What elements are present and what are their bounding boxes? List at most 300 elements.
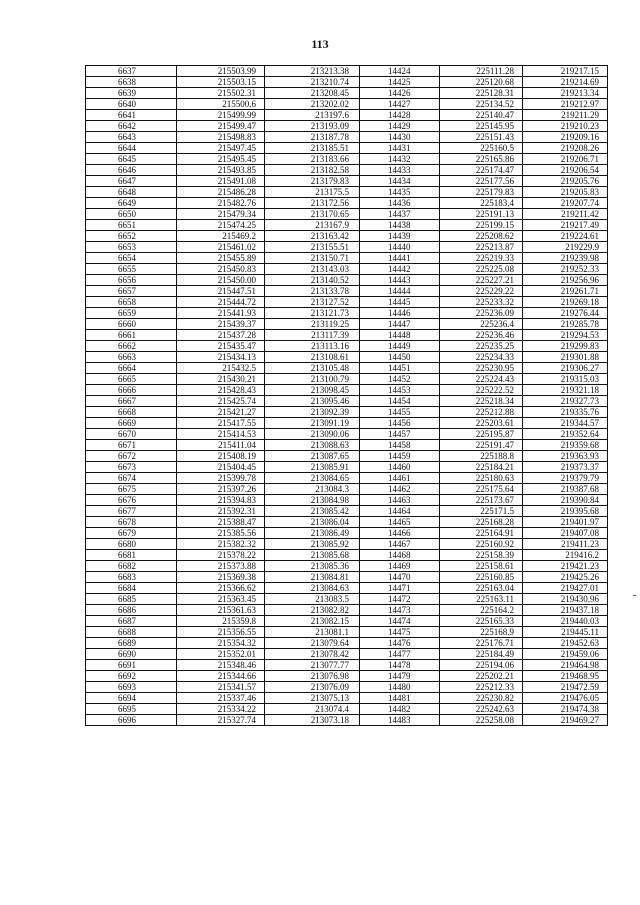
cell-y-coordinate: 213085.36 xyxy=(265,561,360,572)
cell-point-number: 14453 xyxy=(360,385,440,396)
cell-point-number: 6683 xyxy=(86,572,177,583)
cell-point-number: 14430 xyxy=(360,132,440,143)
cell-point-number: 6678 xyxy=(86,517,177,528)
cell-point-number: 6643 xyxy=(86,132,177,143)
cell-point-number: 14459 xyxy=(360,451,440,462)
cell-y-coordinate: 213073.18 xyxy=(265,715,360,726)
cell-y-coordinate: 213085.92 xyxy=(265,539,360,550)
table-row xyxy=(86,286,608,297)
cell-point-number: 14448 xyxy=(360,330,440,341)
cell-point-number: 6659 xyxy=(86,308,177,319)
cell-point-number: 6677 xyxy=(86,506,177,517)
cell-point-number: 14441 xyxy=(360,253,440,264)
cell-y-coordinate: 213091.19 xyxy=(265,418,360,429)
table-row xyxy=(86,528,608,539)
cell-x-coordinate: 215441.93 xyxy=(177,308,265,319)
cell-point-number: 14470 xyxy=(360,572,440,583)
cell-x-coordinate: 225183.4 xyxy=(440,198,523,209)
cell-x-coordinate: 215337.46 xyxy=(177,693,265,704)
cell-y-coordinate: 219209.16 xyxy=(523,132,608,143)
cell-y-coordinate: 219276.44 xyxy=(523,308,608,319)
table-row xyxy=(86,143,608,154)
table-row xyxy=(86,715,608,726)
cell-y-coordinate: 213185.51 xyxy=(265,143,360,154)
cell-point-number: 14483 xyxy=(360,715,440,726)
cell-x-coordinate: 225188.8 xyxy=(440,451,523,462)
cell-point-number: 14450 xyxy=(360,352,440,363)
table-row xyxy=(86,66,608,77)
cell-y-coordinate: 213076.09 xyxy=(265,682,360,693)
table-row xyxy=(86,484,608,495)
cell-point-number: 14442 xyxy=(360,264,440,275)
cell-y-coordinate: 219401.97 xyxy=(523,517,608,528)
cell-y-coordinate: 219210.23 xyxy=(523,121,608,132)
cell-x-coordinate: 215479.34 xyxy=(177,209,265,220)
cell-y-coordinate: 213085.42 xyxy=(265,506,360,517)
cell-point-number: 6651 xyxy=(86,220,177,231)
cell-y-coordinate: 213119.25 xyxy=(265,319,360,330)
cell-y-coordinate: 213202.02 xyxy=(265,99,360,110)
cell-y-coordinate: 219239.98 xyxy=(523,253,608,264)
cell-x-coordinate: 225158.39 xyxy=(440,550,523,561)
cell-x-coordinate: 225140.47 xyxy=(440,110,523,121)
cell-y-coordinate: 219452.63 xyxy=(523,638,608,649)
cell-point-number: 14447 xyxy=(360,319,440,330)
cell-y-coordinate: 219321.18 xyxy=(523,385,608,396)
cell-x-coordinate: 215498.83 xyxy=(177,132,265,143)
cell-x-coordinate: 225163.04 xyxy=(440,583,523,594)
cell-x-coordinate: 225164.2 xyxy=(440,605,523,616)
cell-point-number: 14425 xyxy=(360,77,440,88)
cell-y-coordinate: 219464.98 xyxy=(523,660,608,671)
cell-point-number: 6649 xyxy=(86,198,177,209)
table-row xyxy=(86,583,608,594)
cell-x-coordinate: 225218.34 xyxy=(440,396,523,407)
cell-y-coordinate: 219469.27 xyxy=(523,715,608,726)
cell-x-coordinate: 225225.08 xyxy=(440,264,523,275)
cell-y-coordinate: 219416.2 xyxy=(523,550,608,561)
cell-point-number: 14458 xyxy=(360,440,440,451)
cell-y-coordinate: 219285.78 xyxy=(523,319,608,330)
cell-point-number: 6670 xyxy=(86,429,177,440)
cell-point-number: 6689 xyxy=(86,638,177,649)
cell-x-coordinate: 215434.13 xyxy=(177,352,265,363)
cell-point-number: 14438 xyxy=(360,220,440,231)
table-row xyxy=(86,121,608,132)
table-row xyxy=(86,99,608,110)
cell-x-coordinate: 215369.38 xyxy=(177,572,265,583)
cell-x-coordinate: 225151.43 xyxy=(440,132,523,143)
cell-point-number: 6687 xyxy=(86,616,177,627)
cell-y-coordinate: 219474.38 xyxy=(523,704,608,715)
cell-point-number: 6690 xyxy=(86,649,177,660)
cell-point-number: 14437 xyxy=(360,209,440,220)
table-row xyxy=(86,77,608,88)
cell-y-coordinate: 219459.06 xyxy=(523,649,608,660)
cell-point-number: 14434 xyxy=(360,176,440,187)
cell-y-coordinate: 219344.57 xyxy=(523,418,608,429)
cell-x-coordinate: 225164.91 xyxy=(440,528,523,539)
cell-point-number: 6648 xyxy=(86,187,177,198)
table-row xyxy=(86,638,608,649)
cell-x-coordinate: 225242.63 xyxy=(440,704,523,715)
cell-x-coordinate: 215327.74 xyxy=(177,715,265,726)
cell-x-coordinate: 215354.32 xyxy=(177,638,265,649)
cell-y-coordinate: 213179.83 xyxy=(265,176,360,187)
cell-point-number: 6681 xyxy=(86,550,177,561)
cell-y-coordinate: 219229.9 xyxy=(523,242,608,253)
cell-x-coordinate: 225258.08 xyxy=(440,715,523,726)
cell-point-number: 14476 xyxy=(360,638,440,649)
cell-point-number: 14427 xyxy=(360,99,440,110)
cell-y-coordinate: 219214.69 xyxy=(523,77,608,88)
cell-x-coordinate: 215392.31 xyxy=(177,506,265,517)
cell-y-coordinate: 219261.71 xyxy=(523,286,608,297)
cell-x-coordinate: 225202.21 xyxy=(440,671,523,682)
cell-x-coordinate: 215447.51 xyxy=(177,286,265,297)
cell-x-coordinate: 225236.09 xyxy=(440,308,523,319)
cell-point-number: 14429 xyxy=(360,121,440,132)
cell-y-coordinate: 213092.39 xyxy=(265,407,360,418)
cell-point-number: 6653 xyxy=(86,242,177,253)
cell-y-coordinate: 213087.65 xyxy=(265,451,360,462)
cell-x-coordinate: 215430.21 xyxy=(177,374,265,385)
table-row xyxy=(86,352,608,363)
table-row xyxy=(86,154,608,165)
cell-x-coordinate: 225168.28 xyxy=(440,517,523,528)
cell-y-coordinate: 219252.33 xyxy=(523,264,608,275)
cell-point-number: 14428 xyxy=(360,110,440,121)
table-row xyxy=(86,451,608,462)
cell-x-coordinate: 215382.32 xyxy=(177,539,265,550)
cell-x-coordinate: 215503.15 xyxy=(177,77,265,88)
cell-x-coordinate: 225203.61 xyxy=(440,418,523,429)
cell-x-coordinate: 225230.82 xyxy=(440,693,523,704)
cell-x-coordinate: 215348.46 xyxy=(177,660,265,671)
cell-point-number: 6693 xyxy=(86,682,177,693)
cell-y-coordinate: 213086.49 xyxy=(265,528,360,539)
cell-y-coordinate: 213150.71 xyxy=(265,253,360,264)
cell-x-coordinate: 225212.33 xyxy=(440,682,523,693)
cell-point-number: 14432 xyxy=(360,154,440,165)
table-row xyxy=(86,220,608,231)
cell-point-number: 14445 xyxy=(360,297,440,308)
page-number: 113 xyxy=(311,37,329,51)
cell-x-coordinate: 215500.6 xyxy=(177,99,265,110)
cell-point-number: 6675 xyxy=(86,484,177,495)
table-row xyxy=(86,385,608,396)
cell-x-coordinate: 225165.86 xyxy=(440,154,523,165)
cell-x-coordinate: 215493.85 xyxy=(177,165,265,176)
cell-x-coordinate: 215461.02 xyxy=(177,242,265,253)
cell-x-coordinate: 225111.28 xyxy=(440,66,523,77)
cell-x-coordinate: 225219.33 xyxy=(440,253,523,264)
cell-x-coordinate: 225160.5 xyxy=(440,143,523,154)
cell-y-coordinate: 213100.79 xyxy=(265,374,360,385)
cell-x-coordinate: 215444.72 xyxy=(177,297,265,308)
cell-point-number: 14457 xyxy=(360,429,440,440)
cell-y-coordinate: 213121.73 xyxy=(265,308,360,319)
cell-x-coordinate: 215399.78 xyxy=(177,473,265,484)
table-row xyxy=(86,627,608,638)
cell-point-number: 14481 xyxy=(360,693,440,704)
cell-point-number: 14440 xyxy=(360,242,440,253)
table-row xyxy=(86,550,608,561)
table-row xyxy=(86,209,608,220)
table-row xyxy=(86,297,608,308)
cell-point-number: 14475 xyxy=(360,627,440,638)
cell-x-coordinate: 215404.45 xyxy=(177,462,265,473)
table-row xyxy=(86,660,608,671)
cell-x-coordinate: 225224.43 xyxy=(440,374,523,385)
cell-x-coordinate: 215341.57 xyxy=(177,682,265,693)
cell-point-number: 6686 xyxy=(86,605,177,616)
cell-x-coordinate: 225236.46 xyxy=(440,330,523,341)
cell-x-coordinate: 215414.53 xyxy=(177,429,265,440)
cell-y-coordinate: 219213.34 xyxy=(523,88,608,99)
cell-y-coordinate: 219206.54 xyxy=(523,165,608,176)
cell-y-coordinate: 213193.09 xyxy=(265,121,360,132)
cell-y-coordinate: 219427.01 xyxy=(523,583,608,594)
cell-x-coordinate: 225208.62 xyxy=(440,231,523,242)
cell-x-coordinate: 215378.22 xyxy=(177,550,265,561)
cell-point-number: 14477 xyxy=(360,649,440,660)
cell-x-coordinate: 225175.64 xyxy=(440,484,523,495)
cell-x-coordinate: 215334.22 xyxy=(177,704,265,715)
cell-y-coordinate: 219440.03 xyxy=(523,616,608,627)
cell-x-coordinate: 225184.49 xyxy=(440,649,523,660)
cell-y-coordinate: 213084.98 xyxy=(265,495,360,506)
cell-x-coordinate: 225163.11 xyxy=(440,594,523,605)
table-row xyxy=(86,616,608,627)
table-row xyxy=(86,473,608,484)
cell-point-number: 14464 xyxy=(360,506,440,517)
cell-y-coordinate: 213108.61 xyxy=(265,352,360,363)
cell-y-coordinate: 213113.16 xyxy=(265,341,360,352)
cell-point-number: 6688 xyxy=(86,627,177,638)
table-row xyxy=(86,429,608,440)
cell-point-number: 6665 xyxy=(86,374,177,385)
cell-point-number: 6666 xyxy=(86,385,177,396)
cell-y-coordinate: 219352.64 xyxy=(523,429,608,440)
cell-point-number: 14426 xyxy=(360,88,440,99)
cell-y-coordinate: 213088.63 xyxy=(265,440,360,451)
cell-y-coordinate: 219211.29 xyxy=(523,110,608,121)
cell-point-number: 6674 xyxy=(86,473,177,484)
table-row xyxy=(86,264,608,275)
cell-y-coordinate: 213155.51 xyxy=(265,242,360,253)
table-row xyxy=(86,308,608,319)
table-row xyxy=(86,396,608,407)
cell-point-number: 14424 xyxy=(360,66,440,77)
cell-x-coordinate: 215397.26 xyxy=(177,484,265,495)
cell-x-coordinate: 225229.22 xyxy=(440,286,523,297)
cell-y-coordinate: 219299.83 xyxy=(523,341,608,352)
cell-point-number: 6647 xyxy=(86,176,177,187)
cell-y-coordinate: 219269.18 xyxy=(523,297,608,308)
cell-point-number: 6668 xyxy=(86,407,177,418)
cell-y-coordinate: 219387.68 xyxy=(523,484,608,495)
table-row xyxy=(86,440,608,451)
cell-x-coordinate: 225213.87 xyxy=(440,242,523,253)
cell-point-number: 14451 xyxy=(360,363,440,374)
table-row xyxy=(86,363,608,374)
cell-x-coordinate: 225191.13 xyxy=(440,209,523,220)
cell-y-coordinate: 219445.11 xyxy=(523,627,608,638)
cell-y-coordinate: 213081.1 xyxy=(265,627,360,638)
table-row xyxy=(86,693,608,704)
cell-point-number: 14469 xyxy=(360,561,440,572)
cell-point-number: 6664 xyxy=(86,363,177,374)
cell-point-number: 6682 xyxy=(86,561,177,572)
cell-point-number: 6692 xyxy=(86,671,177,682)
table-row xyxy=(86,517,608,528)
table-body xyxy=(86,66,608,726)
table-row xyxy=(86,671,608,682)
cell-y-coordinate: 213210.74 xyxy=(265,77,360,88)
cell-x-coordinate: 225234.33 xyxy=(440,352,523,363)
cell-y-coordinate: 213077.77 xyxy=(265,660,360,671)
cell-point-number: 6691 xyxy=(86,660,177,671)
cell-x-coordinate: 215437.28 xyxy=(177,330,265,341)
cell-x-coordinate: 215469.2 xyxy=(177,231,265,242)
cell-x-coordinate: 215497.45 xyxy=(177,143,265,154)
table-row xyxy=(86,110,608,121)
cell-y-coordinate: 219379.79 xyxy=(523,473,608,484)
cell-y-coordinate: 219430.96 xyxy=(523,594,608,605)
table-row xyxy=(86,319,608,330)
cell-point-number: 14455 xyxy=(360,407,440,418)
cell-x-coordinate: 225212.88 xyxy=(440,407,523,418)
cell-point-number: 6641 xyxy=(86,110,177,121)
cell-x-coordinate: 225160.92 xyxy=(440,539,523,550)
cell-y-coordinate: 213143.03 xyxy=(265,264,360,275)
cell-point-number: 6662 xyxy=(86,341,177,352)
table-row xyxy=(86,605,608,616)
cell-y-coordinate: 213163.42 xyxy=(265,231,360,242)
cell-point-number: 6673 xyxy=(86,462,177,473)
cell-point-number: 6671 xyxy=(86,440,177,451)
table-row xyxy=(86,231,608,242)
cell-point-number: 14456 xyxy=(360,418,440,429)
cell-y-coordinate: 219205.83 xyxy=(523,187,608,198)
cell-x-coordinate: 215408.19 xyxy=(177,451,265,462)
cell-y-coordinate: 219476.05 xyxy=(523,693,608,704)
cell-point-number: 6644 xyxy=(86,143,177,154)
table-row xyxy=(86,506,608,517)
table-row xyxy=(86,682,608,693)
cell-y-coordinate: 213086.04 xyxy=(265,517,360,528)
cell-x-coordinate: 215394.83 xyxy=(177,495,265,506)
cell-x-coordinate: 215439.37 xyxy=(177,319,265,330)
cell-x-coordinate: 225171.5 xyxy=(440,506,523,517)
cell-x-coordinate: 215435.47 xyxy=(177,341,265,352)
cell-x-coordinate: 215503.99 xyxy=(177,66,265,77)
cell-y-coordinate: 219205.76 xyxy=(523,176,608,187)
cell-x-coordinate: 215366.62 xyxy=(177,583,265,594)
cell-y-coordinate: 219373.37 xyxy=(523,462,608,473)
cell-x-coordinate: 225227.21 xyxy=(440,275,523,286)
cell-point-number: 6680 xyxy=(86,539,177,550)
cell-point-number: 6676 xyxy=(86,495,177,506)
cell-x-coordinate: 215385.56 xyxy=(177,528,265,539)
coordinates-table xyxy=(85,65,608,726)
cell-y-coordinate: 213172.56 xyxy=(265,198,360,209)
cell-point-number: 14467 xyxy=(360,539,440,550)
cell-point-number: 6667 xyxy=(86,396,177,407)
cell-y-coordinate: 213133.78 xyxy=(265,286,360,297)
table-row xyxy=(86,561,608,572)
cell-y-coordinate: 219437.18 xyxy=(523,605,608,616)
cell-point-number: 6660 xyxy=(86,319,177,330)
cell-x-coordinate: 225134.52 xyxy=(440,99,523,110)
cell-y-coordinate: 213167.9 xyxy=(265,220,360,231)
table-row xyxy=(86,330,608,341)
cell-y-coordinate: 219211.42 xyxy=(523,209,608,220)
cell-y-coordinate: 213187.78 xyxy=(265,132,360,143)
cell-y-coordinate: 213127.52 xyxy=(265,297,360,308)
cell-point-number: 6657 xyxy=(86,286,177,297)
table-row xyxy=(86,539,608,550)
table-row xyxy=(86,198,608,209)
cell-point-number: 14465 xyxy=(360,517,440,528)
cell-point-number: 14472 xyxy=(360,594,440,605)
cell-x-coordinate: 225145.95 xyxy=(440,121,523,132)
cell-x-coordinate: 215450.83 xyxy=(177,264,265,275)
cell-y-coordinate: 213079.64 xyxy=(265,638,360,649)
cell-y-coordinate: 219411.23 xyxy=(523,539,608,550)
table-row xyxy=(86,176,608,187)
table-row xyxy=(86,275,608,286)
cell-y-coordinate: 213074.4 xyxy=(265,704,360,715)
cell-y-coordinate: 219315.03 xyxy=(523,374,608,385)
cell-x-coordinate: 215499.99 xyxy=(177,110,265,121)
cell-x-coordinate: 225233.32 xyxy=(440,297,523,308)
cell-y-coordinate: 213082.82 xyxy=(265,605,360,616)
cell-x-coordinate: 225236.4 xyxy=(440,319,523,330)
cell-point-number: 14435 xyxy=(360,187,440,198)
cell-point-number: 6642 xyxy=(86,121,177,132)
cell-x-coordinate: 215417.55 xyxy=(177,418,265,429)
cell-point-number: 14460 xyxy=(360,462,440,473)
cell-x-coordinate: 215455.89 xyxy=(177,253,265,264)
cell-point-number: 14439 xyxy=(360,231,440,242)
cell-y-coordinate: 219294.53 xyxy=(523,330,608,341)
cell-x-coordinate: 225199.15 xyxy=(440,220,523,231)
cell-point-number: 14479 xyxy=(360,671,440,682)
cell-point-number: 6638 xyxy=(86,77,177,88)
cell-y-coordinate: 213095.46 xyxy=(265,396,360,407)
cell-y-coordinate: 219206.71 xyxy=(523,154,608,165)
cell-y-coordinate: 219468.95 xyxy=(523,671,608,682)
cell-x-coordinate: 215359.8 xyxy=(177,616,265,627)
table-row xyxy=(86,418,608,429)
cell-y-coordinate: 213075.13 xyxy=(265,693,360,704)
cell-point-number: 14473 xyxy=(360,605,440,616)
cell-point-number: 14462 xyxy=(360,484,440,495)
cell-point-number: 14461 xyxy=(360,473,440,484)
table-row xyxy=(86,572,608,583)
cell-x-coordinate: 215425.74 xyxy=(177,396,265,407)
cell-point-number: 14436 xyxy=(360,198,440,209)
cell-x-coordinate: 225222.52 xyxy=(440,385,523,396)
cell-x-coordinate: 225230.95 xyxy=(440,363,523,374)
cell-x-coordinate: 215421.27 xyxy=(177,407,265,418)
cell-point-number: 14463 xyxy=(360,495,440,506)
cell-y-coordinate: 213117.39 xyxy=(265,330,360,341)
cell-point-number: 14433 xyxy=(360,165,440,176)
cell-x-coordinate: 215356.55 xyxy=(177,627,265,638)
